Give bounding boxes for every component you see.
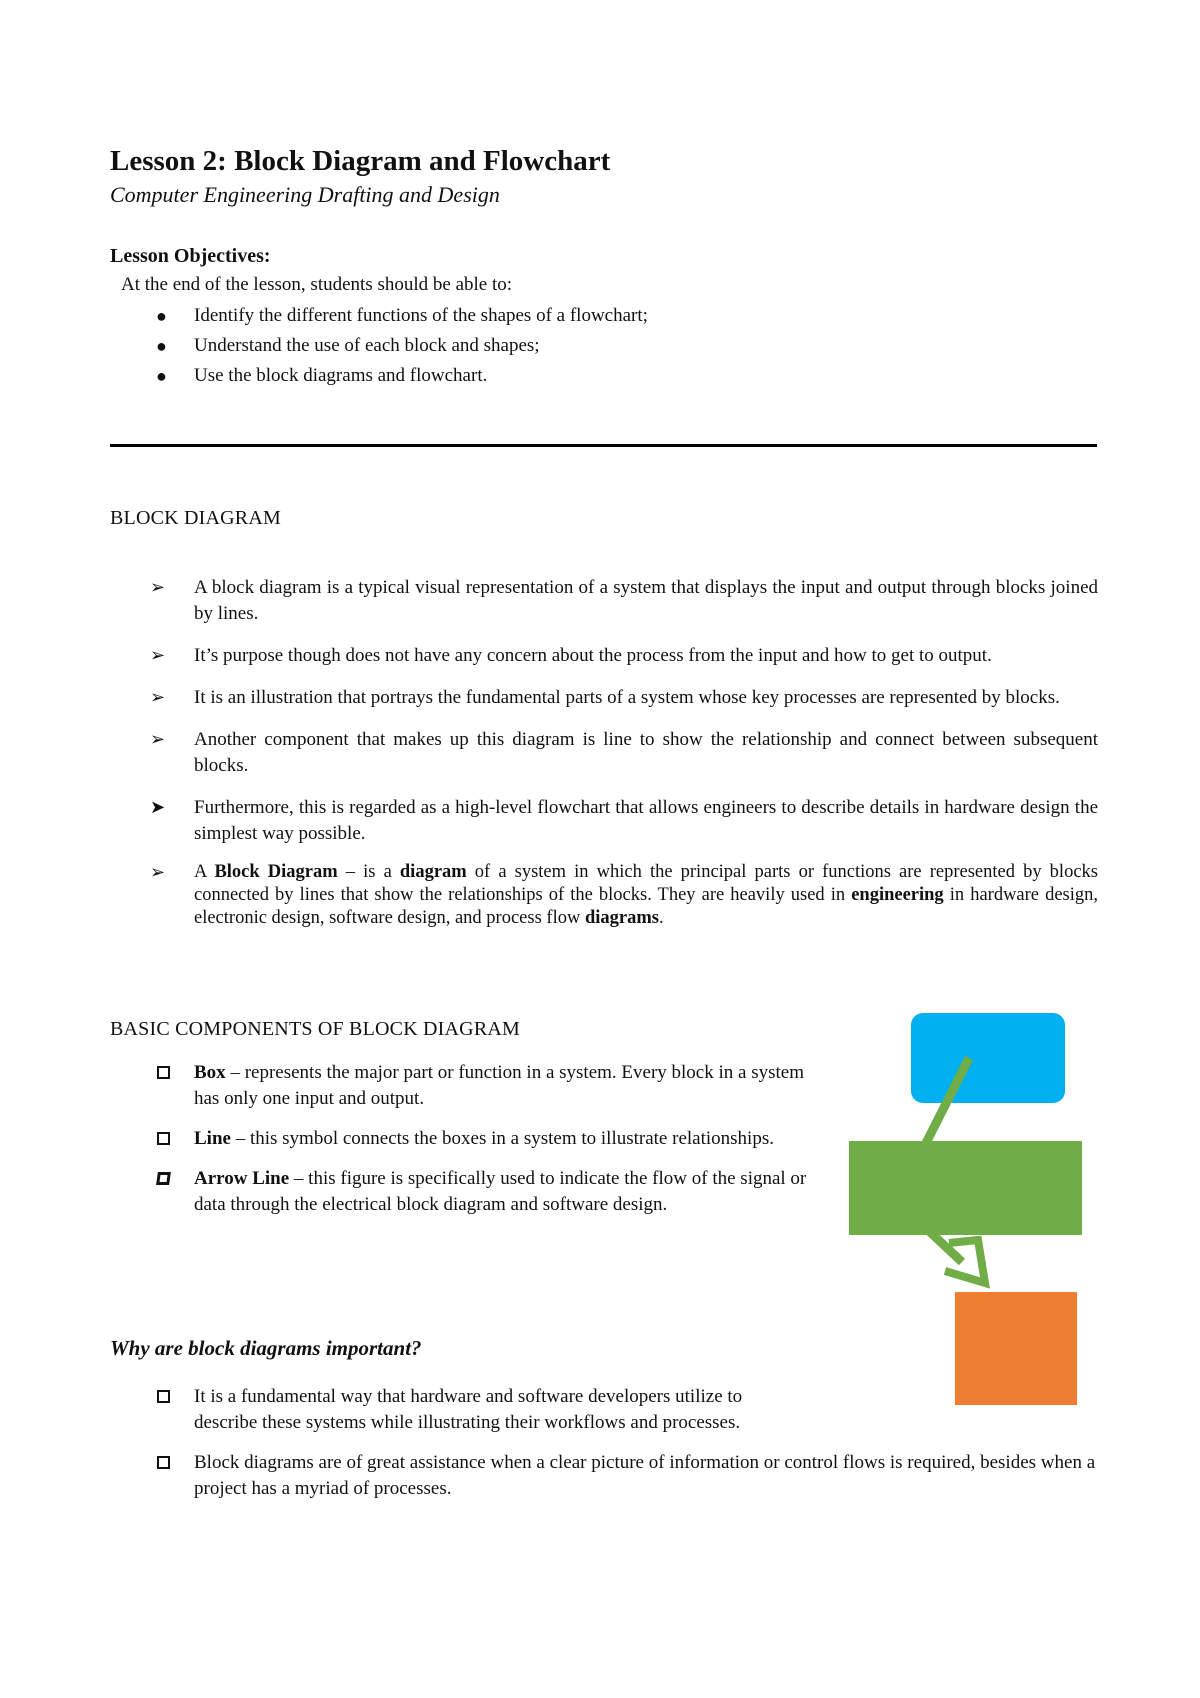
arrow-bullet-icon: ➢ [150,729,166,750]
list-item: It is a fundamental way that hardware and software developers utilize to describe these systems while illustrating their workflows and processes. [150,1384,1098,1436]
block-diagram-heading: BLOCK DIAGRAM [110,507,281,529]
arrow-bullet-icon: ➢ [150,862,166,883]
figure-middle-box [849,1141,1082,1235]
figure-bottom-box [955,1292,1077,1405]
bullet-icon: ● [156,306,167,326]
list-item: ● Understand the use of each block and shapes; [156,335,540,356]
lesson-title: Lesson 2: Block Diagram and Flowchart [110,145,611,177]
figure-arrowhead [945,1240,985,1283]
arrow-bullet-icon: ➤ [150,797,166,818]
list-item: ➢ It is an illustration that portrays the fundamental parts of a system whose key processes are represented by blocks. [150,685,1098,711]
lesson-subtitle: Computer Engineering Drafting and Design [110,182,500,207]
definition-item: ➢ A Block Diagram – is a diagram of a system in which the principal parts or functions are represented by blocks connected by lines that show the relationships of the blocks. They are heavily used in engineering in hardware design, electronic design, software design, and process flow diagrams. [150,862,1098,928]
list-item: Box – represents the major part or function in a system. Every block in a system has only one input and output. [150,1060,830,1112]
arrow-bullet-icon: ➢ [150,577,166,598]
list-item: Block diagrams are of great assistance when a clear picture of information or control flows is required, besides when a project has a myriad of processes. [150,1450,1098,1502]
list-item: ➤ Furthermore, this is regarded as a high-level flowchart that allows engineers to describe details in hardware design the simplest way possible. [150,797,1098,844]
list-item: Arrow Line – this figure is specifically used to indicate the flow of the signal or data through the electrical block diagram and software design. [150,1166,830,1218]
figure-arrow-line [930,1232,962,1262]
objectives-heading: Lesson Objectives: [110,245,271,267]
list-item: ● Use the block diagrams and flowchart. [156,365,488,386]
importance-heading: Why are block diagrams important? [110,1336,422,1360]
figure-top-box [911,1013,1065,1103]
bullet-icon: ● [156,336,167,356]
list-item: ➢ It’s purpose though does not have any concern about the process from the input and how to get to output. [150,643,1098,669]
list-item: ➢ A block diagram is a typical visual representation of a system that displays the input and output through blocks joined by lines. [150,577,1098,624]
arrow-bullet-icon: ➢ [150,645,166,666]
bullet-icon: ● [156,366,167,386]
list-item: Line – this symbol connects the boxes in a system to illustrate relationships. [150,1126,830,1152]
list-item: ● Identify the different functions of the shapes of a flowchart; [156,305,648,326]
basic-components-heading: BASIC COMPONENTS OF BLOCK DIAGRAM [110,1018,520,1040]
arrow-bullet-icon: ➢ [150,687,166,708]
objectives-intro: At the end of the lesson, students should be able to: [121,274,513,295]
list-item: ➢ Another component that makes up this diagram is line to show the relationship and connect between subsequent blocks. [150,729,1098,776]
